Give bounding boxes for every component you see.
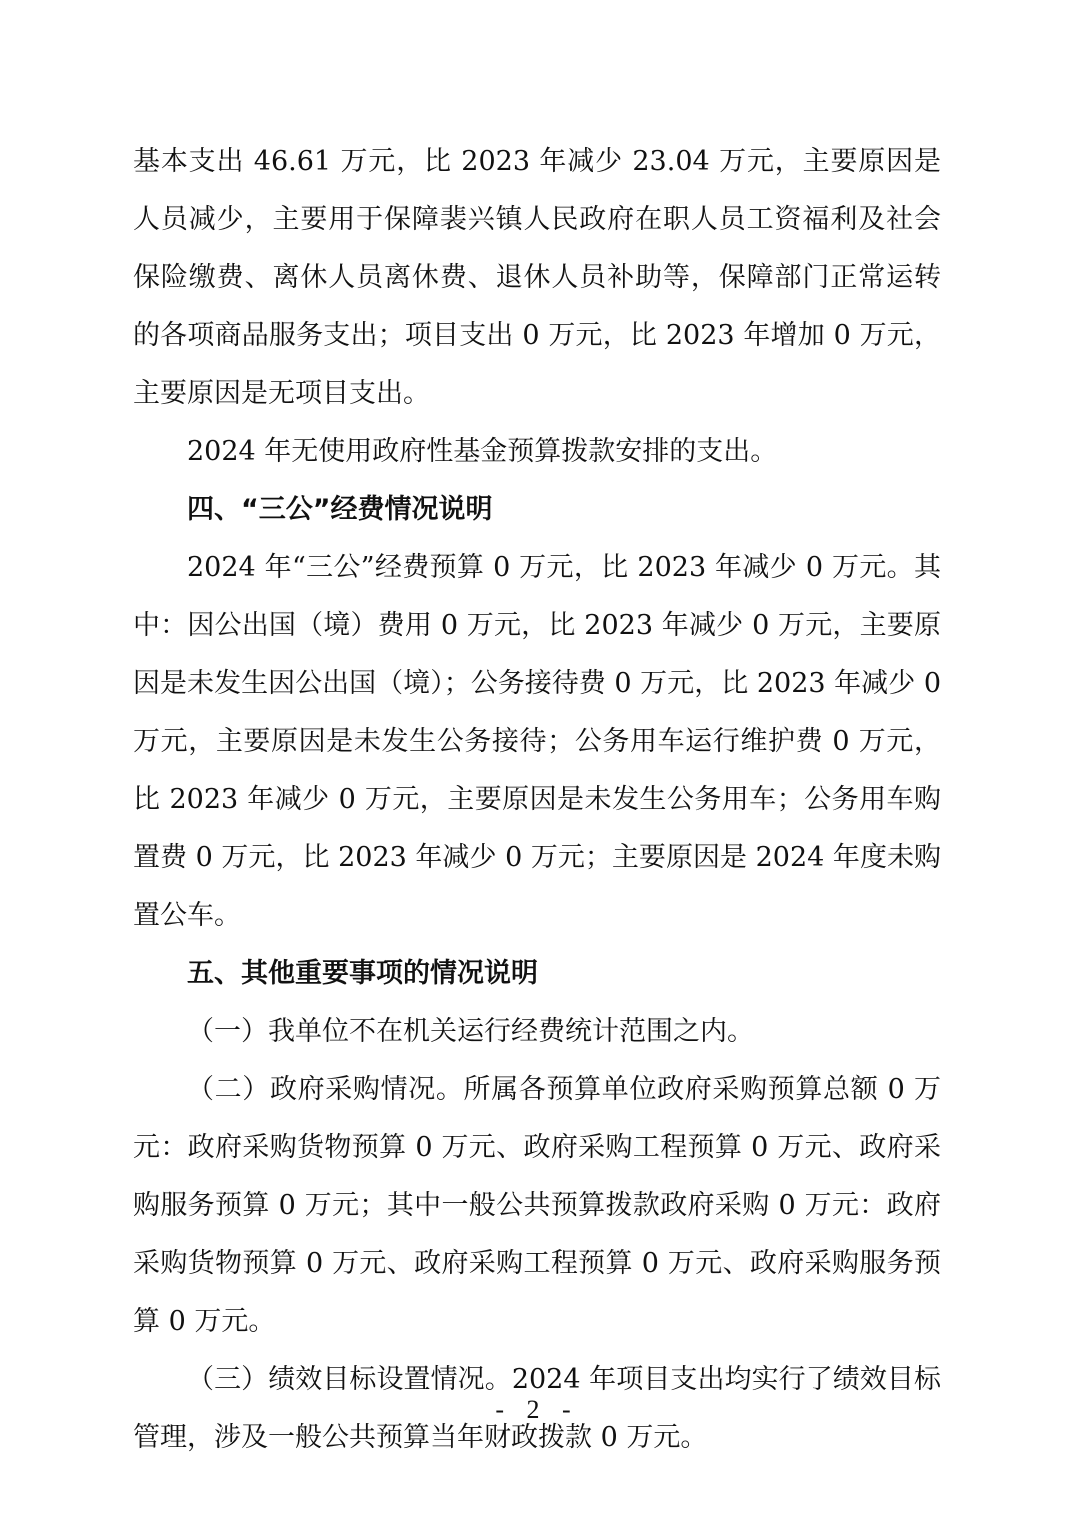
paragraph-performance-goals: （三）绩效目标设置情况。2024 年项目支出均实行了绩效目标管理，涉及一般公共预算当年财政拨款 0 万元。 [133,1364,941,1453]
paragraph-government-fund: 2024 年无使用政府性基金预算拨款安排的支出。 [187,436,778,467]
paragraph-operating-funds: （一）我单位不在机关运行经费统计范围之内。 [187,1016,754,1047]
paragraph-basic-expenditure: 基本支出 46.61 万元，比 2023 年减少 23.04 万元，主要原因是人员减少，主要用于保障裴兴镇人民政府在职人员工资福利及社会保险缴费、离休人员离休费、退休人员补助等，保障部门正常运转的各项商品服务支出；项目支出 0 万元，比 2023 年增加 0 万元，主要原因是无项目支出。 [133,146,941,409]
section-heading-three-public: 四、“三公”经费情况说明 [187,494,493,525]
section-heading-other-matters: 五、其他重要事项的情况说明 [187,958,538,989]
document-body [133,133,941,1467]
paragraph-three-public-details: 2024 年“三公”经费预算 0 万元，比 2023 年减少 0 万元。其中：因公出国（境）费用 0 万元，比 2023 年减少 0 万元，主要原因是未发生因公出国（境）；公务接待费 0 万元，比 2023 年减少 0 万元，主要原因是未发生公务接待；公务用车运行维护费 0 万元，比 2023 年减少 0 万元，主要原因是未发生公务用车；公务用车购置费 0 万元，比 2023 年减少 0 万元；主要原因是 2024 年度未购置公车。 [133,552,941,931]
paragraph-procurement: （二）政府采购情况。所属各预算单位政府采购预算总额 0 万元：政府采购货物预算 0 万元、政府采购工程预算 0 万元、政府采购服务预算 0 万元；其中一般公共预算拨款政府采购 0 万元：政府采购货物预算 0 万元、政府采购工程预算 0 万元、政府采购服务预算 0 万元。 [133,1074,941,1337]
page-number: - 2 - [495,1395,579,1424]
